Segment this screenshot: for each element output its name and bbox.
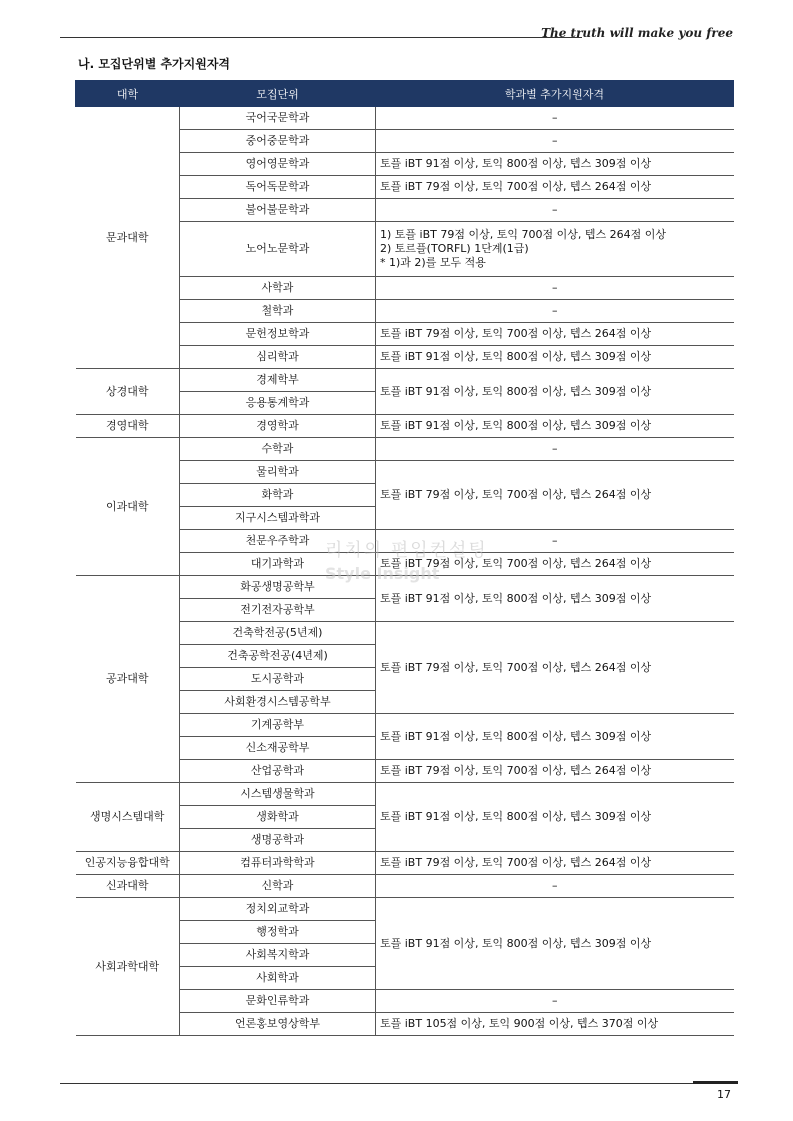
page-number: 17 (717, 1088, 731, 1101)
requirement-cell: 토플 iBT 79점 이상, 토익 700점 이상, 텝스 264점 이상 (376, 760, 734, 783)
dept-cell: 정치외교학과 (180, 898, 376, 921)
college-cell: 인공지능융합대학 (76, 852, 180, 875)
table-row (76, 107, 734, 130)
dept-cell: 건축공학전공(4년제) (180, 645, 376, 668)
requirement-cell: 토플 iBT 79점 이상, 토익 700점 이상, 텝스 264점 이상 (376, 323, 734, 346)
header-department: 모집단위 (180, 81, 376, 107)
requirement-cell: 토플 iBT 91점 이상, 토익 800점 이상, 텝스 309점 이상 (376, 415, 734, 438)
header-college: 대학 (76, 81, 180, 107)
footer-accent-bar (693, 1081, 738, 1084)
college-cell: 신과대학 (76, 875, 180, 898)
college-cell: 상경대학 (76, 369, 180, 415)
dept-cell: 영어영문학과 (180, 153, 376, 176)
requirement-cell: 토플 iBT 79점 이상, 토익 700점 이상, 텝스 264점 이상 (376, 852, 734, 875)
college-cell: 이과대학 (76, 438, 180, 576)
dept-cell: 심리학과 (180, 346, 376, 369)
dept-cell: 도시공학과 (180, 668, 376, 691)
dept-cell: 물리학과 (180, 461, 376, 484)
requirement-cell: 토플 iBT 91점 이상, 토익 800점 이상, 텝스 309점 이상 (376, 898, 734, 990)
requirement-cell: 토플 iBT 91점 이상, 토익 800점 이상, 텝스 309점 이상 (376, 576, 734, 622)
dept-cell: 사학과 (180, 277, 376, 300)
table-row (76, 576, 734, 599)
table-row (76, 369, 734, 392)
dept-cell: 천문우주학과 (180, 530, 376, 553)
dept-cell: 지구시스템과학과 (180, 507, 376, 530)
college-cell: 사회과학대학 (76, 898, 180, 1036)
header-rule (60, 37, 582, 38)
footer-rule (60, 1083, 738, 1084)
requirement-cell: 토플 iBT 91점 이상, 토익 800점 이상, 텝스 309점 이상 (376, 153, 734, 176)
dept-cell: 전기전자공학부 (180, 599, 376, 622)
watermark-subtext: Style Insight (325, 564, 440, 583)
requirement-line: 2) 토르플(TORFL) 1단계(1급) (380, 242, 529, 255)
requirement-cell (376, 222, 734, 277)
dept-cell: 국어국문학과 (180, 107, 376, 130)
dept-cell: 사회복지학과 (180, 944, 376, 967)
requirement-cell: 토플 iBT 91점 이상, 토익 800점 이상, 텝스 309점 이상 (376, 369, 734, 415)
dept-cell: 언론홍보영상학부 (180, 1013, 376, 1036)
requirement-cell: 토플 iBT 79점 이상, 토익 700점 이상, 텝스 264점 이상 (376, 553, 734, 576)
dept-cell: 응용통계학과 (180, 392, 376, 415)
table-row (76, 415, 734, 438)
dept-cell: 사회환경시스템공학부 (180, 691, 376, 714)
college-cell: 공과대학 (76, 576, 180, 783)
requirement-cell: 토플 iBT 91점 이상, 토익 800점 이상, 텝스 309점 이상 (376, 714, 734, 760)
table-row (76, 438, 734, 461)
dept-cell: 경제학부 (180, 369, 376, 392)
requirement-cell: 토플 iBT 79점 이상, 토익 700점 이상, 텝스 264점 이상 (376, 176, 734, 199)
dept-cell: 경영학과 (180, 415, 376, 438)
requirement-cell: 토플 iBT 79점 이상, 토익 700점 이상, 텝스 264점 이상 (376, 461, 734, 530)
dept-cell: 철학과 (180, 300, 376, 323)
dept-cell: 문헌정보학과 (180, 323, 376, 346)
table-row (76, 852, 734, 875)
table-row (76, 898, 734, 921)
dept-cell: 생화학과 (180, 806, 376, 829)
table-header-row (76, 81, 734, 107)
requirement-line: 1) 토플 iBT 79점 이상, 토익 700점 이상, 텝스 264점 이상 (380, 228, 666, 241)
requirement-cell: – (376, 199, 734, 222)
dept-cell: 신소재공학부 (180, 737, 376, 760)
requirement-line: * 1)과 2)를 모두 적용 (380, 256, 486, 269)
dept-cell: 불어불문학과 (180, 199, 376, 222)
requirement-cell: – (376, 107, 734, 130)
dept-cell: 시스템생물학과 (180, 783, 376, 806)
header-requirement: 학과별 추가지원자격 (376, 81, 734, 107)
eligibility-table (75, 80, 734, 1036)
section-title: 나. 모집단위별 추가지원자격 (78, 57, 231, 71)
requirement-cell: 토플 iBT 91점 이상, 토익 800점 이상, 텝스 309점 이상 (376, 346, 734, 369)
dept-cell: 문화인류학과 (180, 990, 376, 1013)
requirement-cell: – (376, 438, 734, 461)
college-cell: 생명시스템대학 (76, 783, 180, 852)
dept-cell: 중어중문학과 (180, 130, 376, 153)
dept-cell: 산업공학과 (180, 760, 376, 783)
requirement-cell: 토플 iBT 91점 이상, 토익 800점 이상, 텝스 309점 이상 (376, 783, 734, 852)
requirement-cell: – (376, 875, 734, 898)
dept-cell: 행정학과 (180, 921, 376, 944)
requirement-cell: 토플 iBT 105점 이상, 토익 900점 이상, 텝스 370점 이상 (376, 1013, 734, 1036)
requirement-cell: – (376, 990, 734, 1013)
table-row (76, 783, 734, 806)
table-row (76, 875, 734, 898)
dept-cell: 수학과 (180, 438, 376, 461)
watermark-text: 리치의 편입컨설팅 (325, 540, 488, 561)
dept-cell: 기계공학부 (180, 714, 376, 737)
requirement-cell: 토플 iBT 79점 이상, 토익 700점 이상, 텝스 264점 이상 (376, 622, 734, 714)
college-cell: 문과대학 (76, 107, 180, 369)
dept-cell: 건축학전공(5년제) (180, 622, 376, 645)
dept-cell: 생명공학과 (180, 829, 376, 852)
requirement-cell: – (376, 300, 734, 323)
header-motto: The truth will make you free (541, 26, 733, 40)
requirement-cell: – (376, 277, 734, 300)
dept-cell: 화공생명공학부 (180, 576, 376, 599)
dept-cell: 화학과 (180, 484, 376, 507)
requirement-cell: – (376, 530, 734, 553)
dept-cell: 신학과 (180, 875, 376, 898)
dept-cell: 컴퓨터과학학과 (180, 852, 376, 875)
requirement-cell: – (376, 130, 734, 153)
dept-cell: 노어노문학과 (180, 222, 376, 277)
dept-cell: 대기과학과 (180, 553, 376, 576)
dept-cell: 사회학과 (180, 967, 376, 990)
college-cell: 경영대학 (76, 415, 180, 438)
dept-cell: 독어독문학과 (180, 176, 376, 199)
